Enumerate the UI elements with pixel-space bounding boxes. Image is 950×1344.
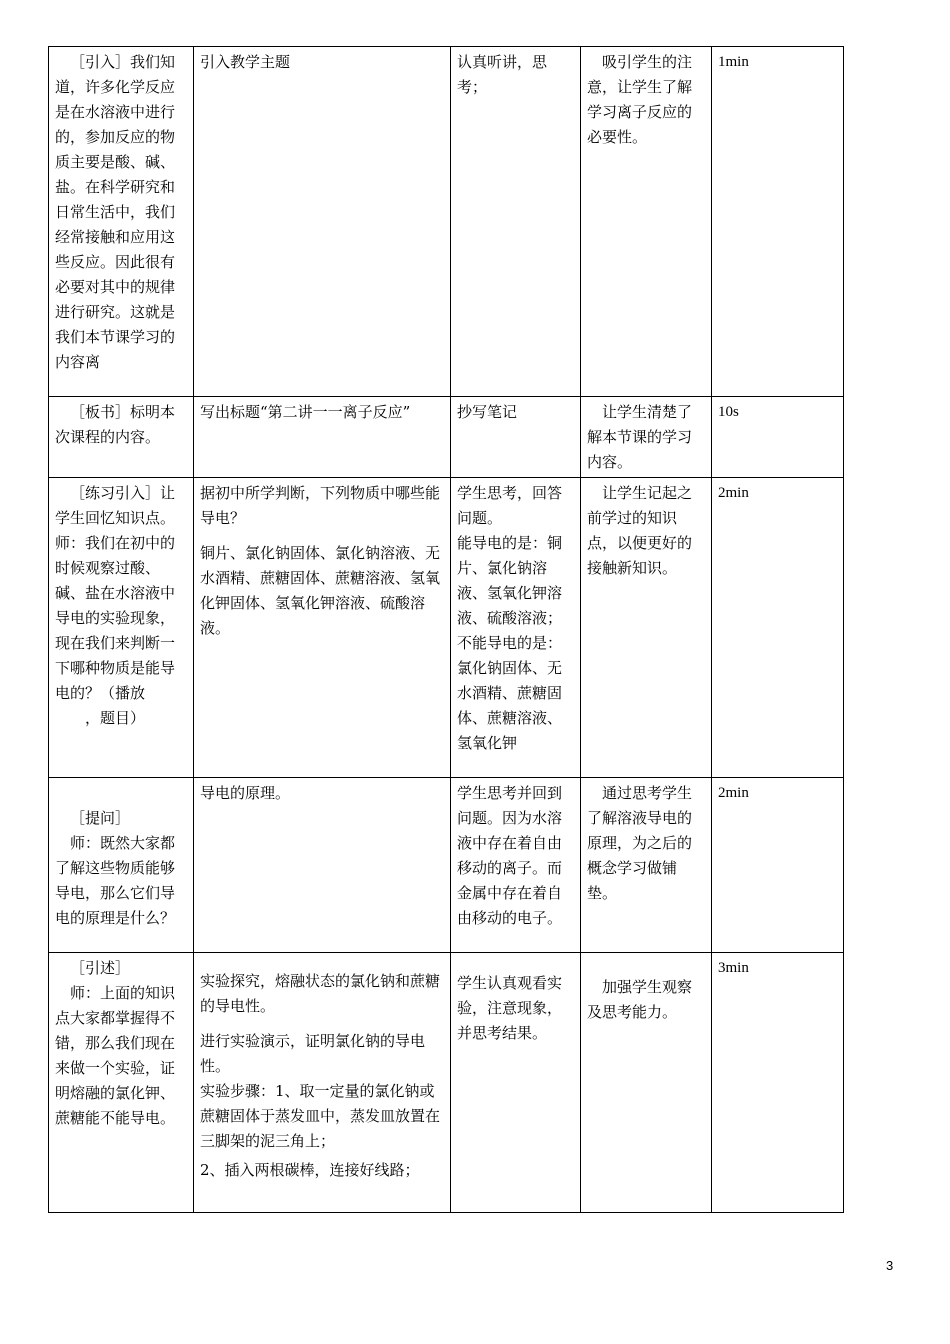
content-cell [194, 953, 451, 1213]
purpose-cell [581, 397, 712, 478]
content-cell [194, 478, 451, 778]
content-text: 铜片、氯化钠固体、氯化钠溶液、无水酒精、蔗糖固体、蔗糖溶液、氢氧化钾固体、氢氧化钾溶液、硫酸溶液。 [200, 544, 441, 637]
table-row [49, 397, 844, 478]
purpose-cell [581, 778, 712, 953]
content-text: 2、插入两根碳棒，连接好线路； [200, 1161, 420, 1179]
teacher-activity-text: ［引述］ [70, 959, 131, 977]
purpose-text: 加强学生观察及思考能力。 [587, 978, 693, 1021]
student-activity-cell [451, 478, 581, 778]
teacher-activity-cell [49, 953, 194, 1213]
teacher-activity-text: ［练习引入］让学生回忆知识点。 [55, 484, 176, 527]
teacher-activity-text: ［提问］ [70, 809, 131, 827]
teacher-activity-text: ［引入］我们知道，许多化学反应是在水溶液中进行的，参加反应的物质主要是酸、碱、盐。在科学研究和日常生活中，我们经常接触和应用这些反应。因此很有必要对其中的规律进行研究。这就是我们本节课学习的内容离 [55, 53, 176, 371]
table-row [49, 953, 844, 1213]
student-activity-text: 学生思考并回到问题。因为水溶液中存在着自由移动的离子。而金属中存在着自由移动的电子。 [457, 784, 563, 927]
purpose-text: 让学生清楚了解本节课的学习内容。 [587, 403, 693, 471]
content-cell [194, 397, 451, 478]
purpose-cell [581, 478, 712, 778]
time-text: 10s [718, 404, 739, 420]
content-text: 写出标题“第二讲一一离子反应” [200, 403, 411, 421]
teacher-activity-text: 师：上面的知识点大家都掌握得不错，那么我们现在来做一个实验，证明熔融的氯化钾、蔗糖能不能导电。 [55, 984, 176, 1127]
time-cell [712, 953, 844, 1213]
time-cell [712, 47, 844, 397]
purpose-text: 让学生记起之前学过的知识点，以便更好的接触新知识。 [587, 484, 693, 577]
lesson-plan-table [48, 46, 844, 1213]
purpose-text: 通过思考学生了解溶液导电的原理，为之后的概念学习做铺垫。 [587, 784, 693, 902]
student-activity-cell [451, 778, 581, 953]
teacher-activity-text: 师：我们在初中的时候观察过酸、碱、盐在水溶液中导电的实验现象，现在我们来判断一下哪种物质是能导电的？（播放 [55, 534, 176, 702]
teacher-activity-cell [49, 47, 194, 397]
content-text: 进行实验演示，证明氯化钠的导电性。 [200, 1032, 426, 1075]
time-cell [712, 397, 844, 478]
student-activity-cell [451, 397, 581, 478]
teacher-activity-cell [49, 478, 194, 778]
time-text: 2min [718, 785, 749, 801]
time-text: 2min [718, 485, 749, 501]
student-activity-text: 能导电的是：铜片、氯化钠溶液、氢氧化钾溶液、硫酸溶液；不能导电的是：氯化钠固体、无水酒精、蔗糖固体、蔗糖溶液、氢氧化钾 [457, 534, 563, 752]
student-activity-cell [451, 47, 581, 397]
purpose-cell [581, 953, 712, 1213]
time-cell [712, 478, 844, 778]
content-cell [194, 778, 451, 953]
content-text: 实验步骤：1、取一定量的氯化钠或蔗糖固体于蒸发皿中，蒸发皿放置在三脚架的泥三角上； [200, 1082, 441, 1150]
content-text: 导电的原理。 [200, 784, 291, 802]
student-activity-cell [451, 953, 581, 1213]
table-row [49, 778, 844, 953]
teacher-activity-text: 师：既然大家都了解这些物质能够导电，那么它们导电的原理是什么？ [55, 834, 176, 927]
student-activity-text: 学生思考，回答问题。 [457, 484, 563, 527]
time-cell [712, 778, 844, 953]
purpose-cell [581, 47, 712, 397]
teacher-activity-cell [49, 778, 194, 953]
table-row [49, 478, 844, 778]
content-text: 引入教学主题 [200, 53, 291, 71]
teacher-activity-cell [49, 397, 194, 478]
table-row [49, 47, 844, 397]
content-text: 实验探究，熔融状态的氯化钠和蔗糖的导电性。 [200, 972, 441, 1015]
time-text: 3min [718, 960, 749, 976]
purpose-text: 吸引学生的注意，让学生了解学习离子反应的必要性。 [587, 53, 693, 146]
content-cell [194, 47, 451, 397]
student-activity-text: 学生认真观看实验，注意现象，并思考结果。 [457, 974, 563, 1042]
teacher-activity-text: ［板书］标明本次课程的内容。 [55, 403, 176, 446]
page-number: 3 [886, 1258, 894, 1273]
student-activity-text: 认真听讲，思考； [457, 53, 548, 96]
time-text: 1min [718, 54, 749, 70]
content-text: 据初中所学判断，下列物质中哪些能导电？ [200, 484, 441, 527]
teacher-activity-text: ，题目） [85, 709, 146, 727]
student-activity-text: 抄写笔记 [457, 403, 518, 421]
